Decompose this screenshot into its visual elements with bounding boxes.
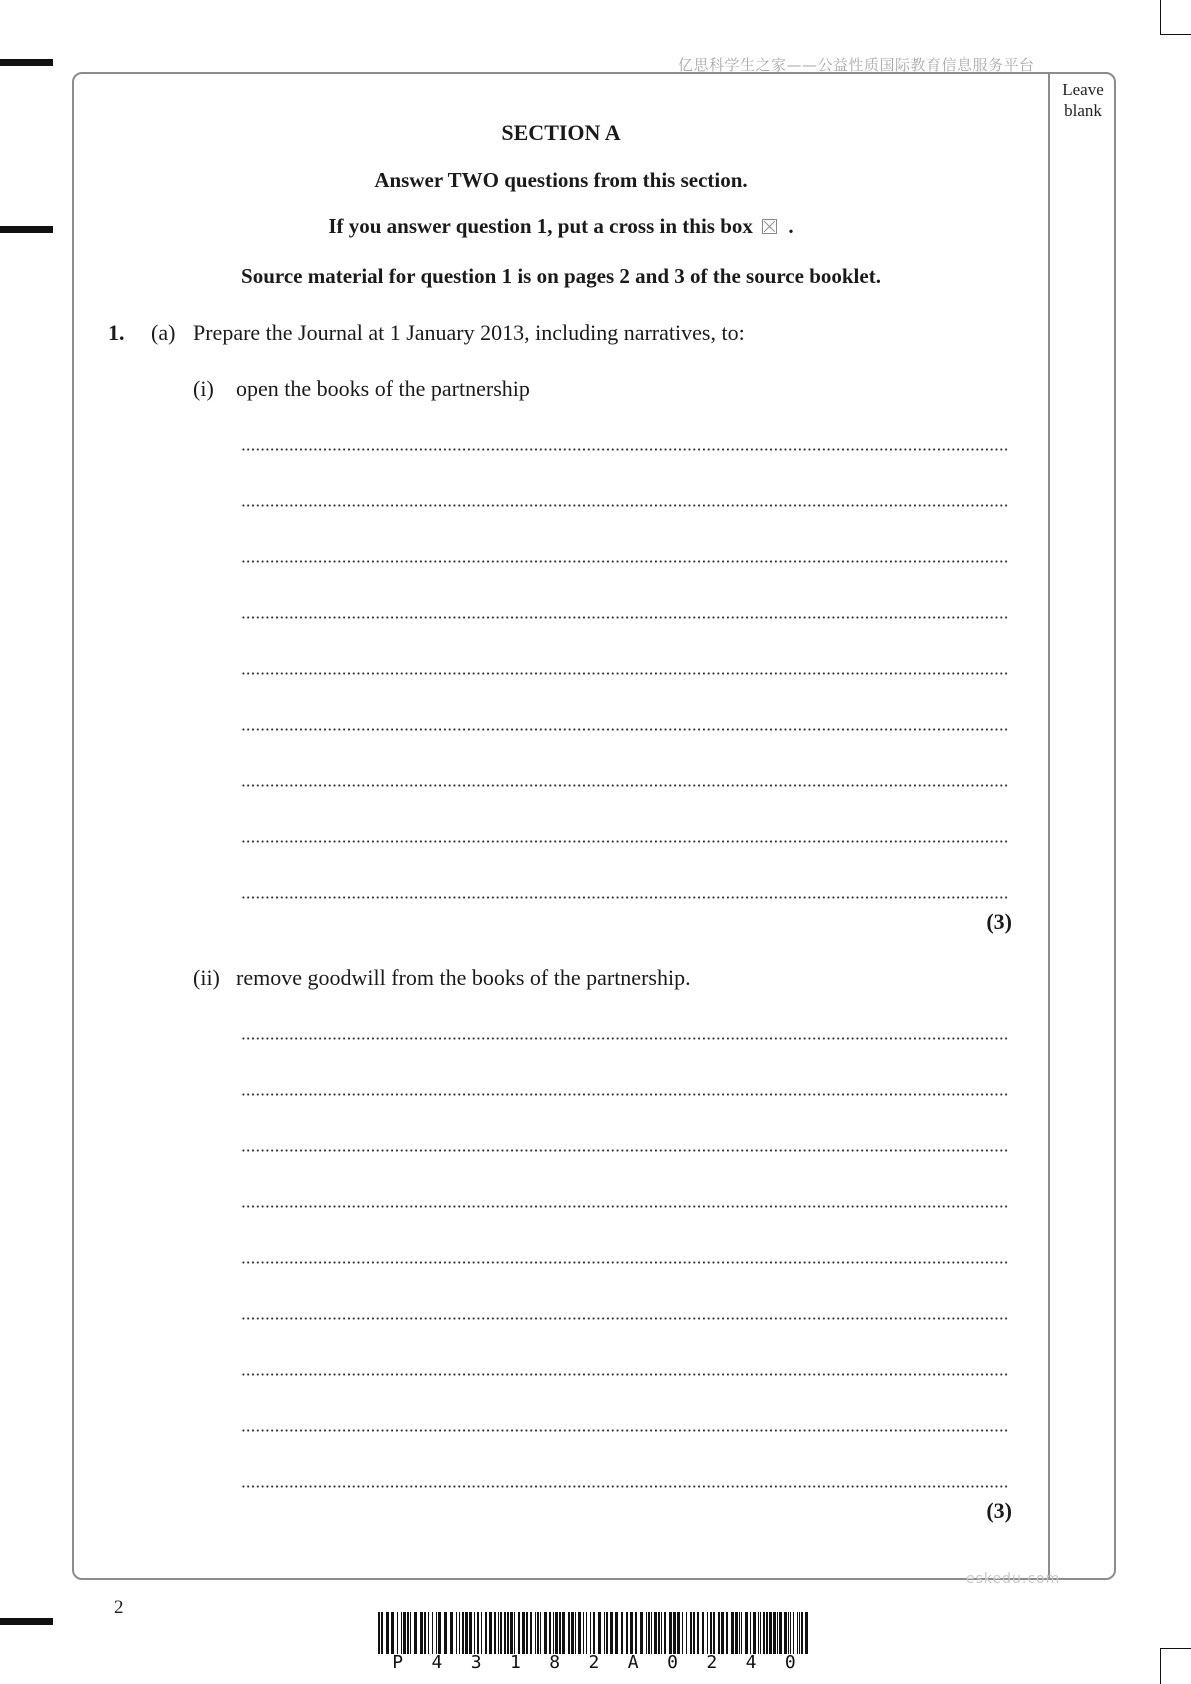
question-part: (a) [151,320,176,345]
barcode-bar [504,1612,506,1654]
answer-line[interactable] [241,1093,1009,1096]
barcode-bar [797,1612,798,1654]
barcode-bar [646,1612,647,1654]
answer-line[interactable] [241,1373,1009,1376]
barcode-char: 0 [667,1652,678,1673]
barcode-char: 1 [510,1652,521,1673]
subpart-label: (ii) [193,965,220,990]
barcode-bar [530,1612,532,1654]
barcode-bar [773,1612,776,1654]
barcode-bar [481,1612,482,1654]
barcode-bar [793,1612,794,1654]
barcode-bar [514,1612,515,1654]
barcode-bar [436,1612,437,1654]
barcode-bar [606,1612,608,1654]
barcode-bar [697,1612,699,1654]
answer-frame [72,72,1116,1580]
barcode-bar [726,1612,728,1654]
barcode-bar [799,1612,800,1654]
subpart-text: open the books of the partnership [236,376,530,401]
barcode-bar [535,1612,536,1654]
barcode-bar [544,1612,547,1654]
barcode-bar [578,1612,581,1654]
barcode-char: 2 [706,1652,718,1673]
barcode-bar [621,1612,623,1654]
answer-line[interactable] [241,1149,1009,1152]
barcode-bar [432,1612,433,1654]
answer-line[interactable] [241,1317,1009,1320]
barcode-bar [397,1612,398,1654]
barcode-bar [477,1612,479,1654]
cross-instruction [74,214,1048,239]
barcode-bar [518,1612,520,1654]
barcode-bar [559,1612,561,1654]
barcode-bar [381,1612,383,1654]
question-number: 1. [108,320,125,345]
cross-instruction-text: If you answer question 1, put a cross in this box [328,214,753,238]
barcode-bar [489,1612,492,1654]
barcode-bar [760,1612,761,1654]
page-number: 2 [114,1597,124,1618]
barcode-bar [583,1612,584,1654]
barcode-bar [682,1612,683,1654]
barcode-bar [469,1612,472,1654]
section-instruction: Answer TWO questions from this section. [374,168,748,192]
subpart-label: (i) [193,376,214,401]
barcode-char: 4 [431,1652,443,1673]
barcode-bar [721,1612,724,1654]
barcode [378,1612,810,1654]
barcode-bar [586,1612,587,1654]
barcode-char: 2 [588,1652,600,1673]
barcode-bar [693,1612,695,1654]
barcode-bar [459,1612,460,1654]
barcode-bar [500,1612,502,1654]
barcode-bar [391,1612,394,1654]
barcode-bar [777,1612,778,1654]
barcode-char: P [392,1652,404,1673]
barcode-bar [790,1612,791,1654]
barcode-bar [549,1612,551,1654]
barcode-bar [718,1612,720,1654]
barcode-char: 3 [470,1652,482,1673]
barcode-bar [410,1612,411,1654]
barcode-bar [537,1612,539,1654]
margin-mark [0,59,53,66]
barcode-bar [562,1612,565,1654]
cross-instruction-end: . [788,214,794,238]
marks-label: (3) [986,909,1012,934]
barcode-bar [420,1612,423,1654]
marks-label: (3) [986,1498,1012,1523]
barcode-char: A [627,1652,639,1673]
barcode-char: 0 [784,1652,796,1673]
leave-blank-label: Leave blank [1062,80,1104,120]
crop-mark [1160,34,1191,35]
barcode-bar [456,1612,457,1654]
barcode-bar [690,1612,692,1654]
answer-line[interactable] [241,560,1009,563]
answer-line[interactable] [241,1205,1009,1208]
crop-mark [1160,1648,1191,1649]
barcode-bar [758,1612,759,1654]
answer-line[interactable] [241,1429,1009,1432]
barcode-bar [766,1612,768,1654]
barcode-bar [713,1612,715,1654]
barcode-bar [598,1612,601,1654]
barcode-bar [640,1612,643,1654]
barcode-bar [710,1612,712,1654]
barcode-bar [555,1612,558,1654]
barcode-bar [407,1612,409,1654]
barcode-bar [526,1612,528,1654]
barcode-bar [739,1612,740,1654]
barcode-bar [414,1612,417,1654]
barcode-bar [673,1612,676,1654]
barcode-bar [635,1612,637,1654]
barcode-bar [686,1612,687,1654]
answer-line[interactable] [241,1037,1009,1040]
barcode-bar [741,1612,742,1654]
barcode-bar [702,1612,704,1654]
barcode-char: 8 [549,1652,561,1673]
barcode-bar [658,1612,660,1654]
barcode-bar [769,1612,772,1654]
barcode-bar [428,1612,429,1654]
source-note: Source material for question 1 is on pages 2 and 3 of the source booklet. [241,264,881,288]
barcode-bar [438,1612,441,1654]
crop-mark [1160,0,1161,34]
barcode-bar [553,1612,554,1654]
barcode-bar [401,1612,402,1654]
barcode-bar [669,1612,672,1654]
barcode-bar [654,1612,657,1654]
barcode-char: 4 [745,1652,757,1673]
barcode-text [378,1652,810,1673]
barcode-bar [750,1612,751,1654]
barcode-bar [677,1612,680,1654]
barcode-bar [568,1612,570,1654]
barcode-bar [788,1612,789,1654]
barcode-bar [386,1612,389,1654]
barcode-bar [651,1612,652,1654]
barcode-bar [510,1612,513,1654]
barcode-bar [648,1612,650,1654]
crop-mark [1160,1648,1161,1684]
barcode-bar [801,1612,803,1654]
barcode-bar [571,1612,574,1654]
barcode-bar [779,1612,782,1654]
barcode-bar [735,1612,738,1654]
barcode-bar [378,1612,380,1654]
answer-line[interactable] [241,672,1009,675]
barcode-bar [474,1612,475,1654]
barcode-bar [575,1612,576,1654]
answer-line[interactable] [241,896,1009,899]
margin-mark [0,1618,53,1625]
barcode-bar [462,1612,464,1654]
barcode-bar [707,1612,708,1654]
section-title: SECTION A [501,120,621,145]
barcode-bar [763,1612,765,1654]
barcode-bar [753,1612,756,1654]
watermark-bottom: eskedu.com [966,1571,1061,1587]
answer-line[interactable] [241,504,1009,507]
answer-line[interactable] [241,784,1009,787]
barcode-bar [604,1612,605,1654]
barcode-bar [485,1612,487,1654]
barcode-bar [424,1612,426,1654]
barcode-bar [745,1612,748,1654]
margin-mark [0,226,53,233]
answer-line[interactable] [241,840,1009,843]
answer-line[interactable] [241,1261,1009,1264]
barcode-bar [522,1612,525,1654]
answer-line[interactable] [241,728,1009,731]
barcode-bar [494,1612,496,1654]
barcode-bar [498,1612,499,1654]
barcode-bar [610,1612,613,1654]
cross-box-icon[interactable] [762,219,777,234]
question-text: Prepare the Journal at 1 January 2013, including narratives, to: [193,320,745,345]
barcode-bar [615,1612,618,1654]
barcode-bar [630,1612,633,1654]
barcode-bar [626,1612,628,1654]
barcode-bar [731,1612,734,1654]
barcode-bar [403,1612,406,1654]
subpart-text: remove goodwill from the books of the partnership. [236,965,691,990]
barcode-bar [444,1612,447,1654]
watermark-top: 亿思科学生之家——公益性质国际教育信息服务平台 [678,56,1035,74]
barcode-bar [590,1612,591,1654]
barcode-bar [465,1612,468,1654]
answer-line[interactable] [241,1485,1009,1488]
barcode-bar [450,1612,453,1654]
leave-blank-divider [1048,74,1050,1578]
answer-line[interactable] [241,448,1009,451]
barcode-bar [661,1612,662,1654]
barcode-bar [540,1612,541,1654]
barcode-bar [664,1612,666,1654]
answer-line[interactable] [241,616,1009,619]
barcode-bar [784,1612,787,1654]
barcode-bar [593,1612,595,1654]
barcode-bar [507,1612,509,1654]
barcode-bar [805,1612,808,1654]
